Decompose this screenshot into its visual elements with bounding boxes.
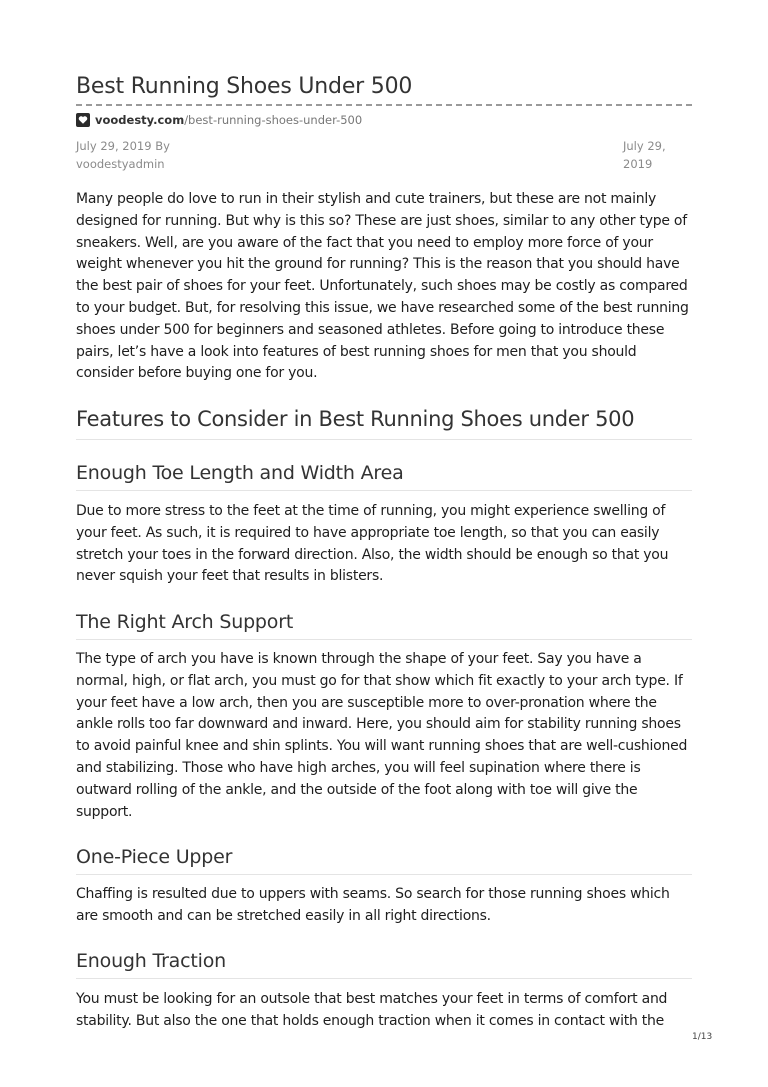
- section-paragraph: Due to more stress to the feet at the time of running, you might experience swelling of your feet. As such, it is required to have appropriate toe length, so that you can easily stretch your toes in the forward direction. Also, the width should be enough so that you never squish your feet that results in blisters.: [76, 503, 669, 585]
- article-title: Best Running Shoes Under 500: [76, 74, 413, 99]
- post-date-year: 2019: [623, 157, 653, 171]
- post-meta-author: [76, 137, 170, 173]
- section-heading: One-Piece Upper: [76, 846, 692, 875]
- source-domain: voodesty.com: [95, 113, 185, 127]
- section-paragraph: Chaffing is resulted due to uppers with seams. So search for those running shoes which are smooth and can be stretched easily in all right directions.: [76, 886, 670, 924]
- section-paragraph: The type of arch you have is known through the shape of your feet. Say you have a normal, high, or flat arch, you must go for that show which fit exactly to your arch type. If your feet have a low arch, then you are susceptible more to over-pronation where the ankle rolls too far downward and inward. Here, you should aim for stability running shoes to avoid painful knee and shin splints. You will want running shoes that are well-cushioned and stabilizing. Those who have high arches, you will feel supination where there is outward rolling of the ankle, and the outside of the foot along with toe will give the support.: [76, 651, 688, 820]
- post-meta-date: [623, 137, 666, 173]
- post-date-month-day: July 29,: [623, 139, 666, 153]
- title-divider: [76, 104, 692, 106]
- post-author: voodestyadmin: [76, 157, 165, 171]
- heart-icon: [76, 113, 90, 127]
- page-number: 1/13: [692, 1032, 713, 1042]
- source-path: /best-running-shoes-under-500: [184, 113, 363, 127]
- section-heading: The Right Arch Support: [76, 611, 692, 640]
- post-date-by: July 29, 2019 By: [76, 139, 170, 153]
- features-heading: Features to Consider in Best Running Shoes under 500: [76, 407, 692, 440]
- section-paragraph: You must be looking for an outsole that best matches your feet in terms of comfort and stability. But also the one that holds enough traction when it comes in contact with the: [76, 991, 668, 1029]
- section-heading: Enough Traction: [76, 950, 692, 979]
- section-heading: Enough Toe Length and Width Area: [76, 462, 692, 491]
- source-link[interactable]: [76, 112, 362, 128]
- intro-paragraph: Many people do love to run in their stylish and cute trainers, but these are not mainly designed for running. But why is this so? These are just shoes, similar to any other type of sneakers. Well, are you aware of the fact that you need to employ more force of your weight whenever you hit the ground for running? This is the reason that you should have the best pair of shoes for your feet. Unfortunately, such shoes may be costly as compared to your budget. But, for resolving this issue, we have researched some of the best running shoes under 500 for beginners and seasoned athletes. Before going to introduce these pairs, let’s have a look into features of best running shoes for men that you should consider before buying one for you.: [76, 191, 689, 382]
